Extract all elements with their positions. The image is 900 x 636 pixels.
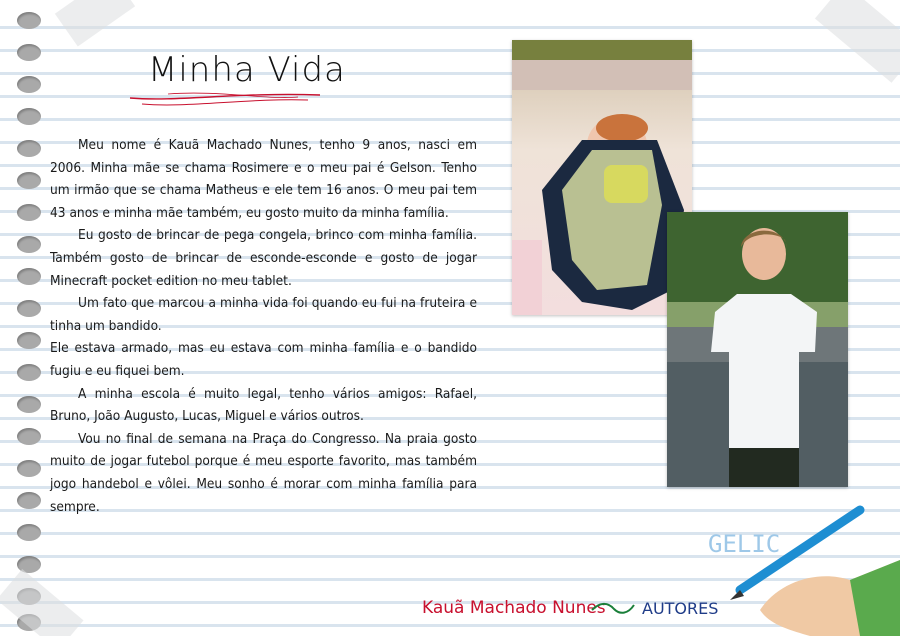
binder-hole bbox=[17, 76, 41, 93]
binder-hole bbox=[17, 236, 41, 253]
corner-tape bbox=[815, 0, 900, 83]
binder-hole bbox=[17, 428, 41, 445]
binder-hole bbox=[17, 12, 41, 29]
binder-hole bbox=[17, 332, 41, 349]
binder-hole bbox=[17, 364, 41, 381]
story-paragraph: Eu gosto de brincar de pega congela, brinco com minha família. Também gosto de brincar de esconde-esconde e gosto de jogar Minecraft pocket edition no meu tablet. bbox=[50, 227, 477, 289]
story-text bbox=[50, 134, 477, 518]
pencil-hand-icon bbox=[700, 500, 900, 636]
page-title: Minha Vida bbox=[148, 50, 346, 90]
binder-hole bbox=[17, 460, 41, 477]
binder-hole bbox=[17, 108, 41, 125]
corner-tape bbox=[0, 569, 83, 636]
binder-hole bbox=[17, 396, 41, 413]
binder-hole bbox=[17, 140, 41, 157]
story-paragraph: Um fato que marcou a minha vida foi quando eu fui na fruteira e tinha um bandido. bbox=[50, 295, 477, 334]
authors-label: AUTORES bbox=[642, 599, 719, 618]
boy-photo bbox=[667, 212, 848, 487]
binder-hole bbox=[17, 524, 41, 541]
binder-hole bbox=[17, 44, 41, 61]
title-underline bbox=[128, 88, 328, 112]
author-name: Kauã Machado Nunes bbox=[422, 598, 606, 618]
binder-hole bbox=[17, 300, 41, 317]
baby-photo bbox=[512, 40, 692, 315]
story-paragraph: A minha escola é muito legal, tenho vários amigos: Rafael, Bruno, João Augusto, Lucas, Miguel e vários outros. bbox=[50, 385, 477, 425]
binder-hole bbox=[17, 268, 41, 285]
squiggle-icon bbox=[590, 600, 636, 616]
story-paragraph: Meu nome é Kauã Machado Nunes, tenho 9 anos, nasci em 2006. Minha mãe se chama Rosimere e o meu pai é Gelson. Tenho um irmão que se chama Matheus e ele tem 16 anos. O meu pai tem 43 anos e minha mãe também, eu gosto muito da minha família. bbox=[50, 137, 477, 221]
logo-letters: GELIC bbox=[708, 530, 781, 558]
story-paragraph: Vou no final de semana na Praça do Congresso. Na praia gosto muito de jogar futebol porque é meu esporte favorito, mas também jogo handebol e vôlei. Meu sonho é morar com minha família para sempre. bbox=[50, 430, 477, 515]
corner-tape bbox=[55, 0, 135, 46]
binder-hole bbox=[17, 172, 41, 189]
binder-hole bbox=[17, 204, 41, 221]
story-paragraph: Ele estava armado, mas eu estava com minha família e o bandido fugiu e eu fiquei bem. bbox=[50, 340, 477, 379]
binder-hole bbox=[17, 492, 41, 509]
